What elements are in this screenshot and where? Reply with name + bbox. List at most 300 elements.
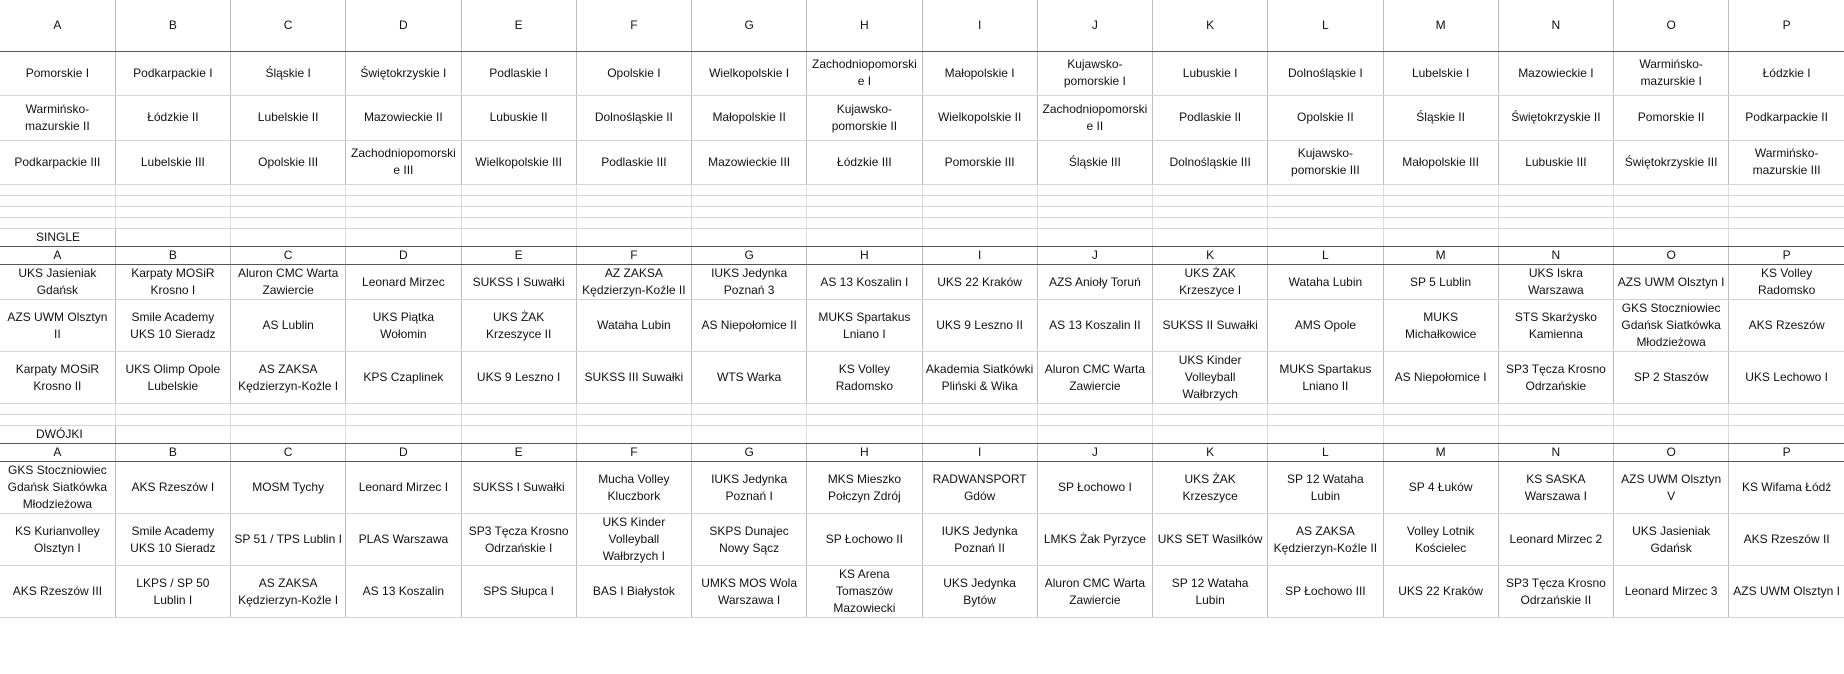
single-cell[interactable]: AS 13 Koszalin I [807, 265, 922, 300]
single-cell[interactable]: UKS Iskra Warszawa [1498, 265, 1613, 300]
empty-cell[interactable] [231, 185, 346, 196]
groups-cell[interactable]: Opolskie I [576, 51, 691, 96]
empty-cell[interactable] [1037, 207, 1152, 218]
single-cell[interactable]: AZS UWM Olsztyn I [1614, 265, 1729, 300]
column-header-cell[interactable]: L [1268, 247, 1383, 265]
single-cell[interactable]: Akademia Siatkówki Pliński & Wika [922, 352, 1037, 404]
dwojki-cell[interactable]: SP3 Tęcza Krosno Odrzańskie I [461, 514, 576, 566]
empty-cell[interactable] [1268, 185, 1383, 196]
empty-cell[interactable] [692, 207, 807, 218]
dwojki-cell[interactable]: UKS Kinder Volleyball Wałbrzych I [576, 514, 691, 566]
groups-cell[interactable]: Śląskie I [231, 51, 346, 96]
dwojki-cell[interactable]: KS Wifama Łódź [1729, 462, 1844, 514]
column-header-cell[interactable]: H [807, 444, 922, 462]
groups-cell[interactable]: Łódzkie I [1729, 51, 1844, 96]
groups-cell[interactable]: Lubelskie III [115, 140, 230, 185]
column-header-cell[interactable]: L [1268, 0, 1383, 51]
empty-cell[interactable] [346, 185, 461, 196]
groups-cell[interactable]: Podlaskie II [1153, 96, 1268, 141]
empty-cell[interactable] [1037, 229, 1152, 247]
groups-cell[interactable]: Kujawsko-pomorskie III [1268, 140, 1383, 185]
empty-cell[interactable] [1153, 229, 1268, 247]
single-cell[interactable]: MUKS Spartakus Lniano II [1268, 352, 1383, 404]
empty-cell[interactable] [576, 207, 691, 218]
empty-cell[interactable] [346, 207, 461, 218]
empty-cell[interactable] [576, 426, 691, 444]
empty-cell[interactable] [115, 185, 230, 196]
single-cell[interactable]: Aluron CMC Warta Zawiercie [1037, 352, 1152, 404]
column-header-cell[interactable]: M [1383, 247, 1498, 265]
empty-cell[interactable] [1383, 207, 1498, 218]
empty-cell[interactable] [807, 404, 922, 415]
empty-cell[interactable] [1268, 218, 1383, 229]
single-cell[interactable]: UKS ŻAK Krzeszyce II [461, 300, 576, 352]
dwojki-cell[interactable]: UMKS MOS Wola Warszawa I [692, 566, 807, 618]
empty-cell[interactable] [1383, 404, 1498, 415]
empty-cell[interactable] [0, 207, 115, 218]
empty-cell[interactable] [1268, 229, 1383, 247]
empty-cell[interactable] [1614, 185, 1729, 196]
groups-cell[interactable]: Podlaskie I [461, 51, 576, 96]
dwojki-cell[interactable]: AZS UWM Olsztyn V [1614, 462, 1729, 514]
column-header-cell[interactable]: E [461, 444, 576, 462]
single-cell[interactable]: AS ZAKSA Kędzierzyn-Koźle I [231, 352, 346, 404]
groups-cell[interactable]: Lubelskie I [1383, 51, 1498, 96]
empty-cell[interactable] [692, 218, 807, 229]
groups-cell[interactable]: Świętokrzyskie II [1498, 96, 1613, 141]
column-header-cell[interactable]: G [692, 0, 807, 51]
empty-cell[interactable] [1153, 426, 1268, 444]
empty-cell[interactable] [1268, 404, 1383, 415]
column-header-cell[interactable]: M [1383, 444, 1498, 462]
single-cell[interactable]: STS Skarżysko Kamienna [1498, 300, 1613, 352]
empty-cell[interactable] [346, 218, 461, 229]
column-header-cell[interactable]: D [346, 247, 461, 265]
empty-cell[interactable] [1383, 426, 1498, 444]
column-header-cell[interactable]: I [922, 444, 1037, 462]
groups-cell[interactable]: Podlaskie III [576, 140, 691, 185]
empty-cell[interactable] [0, 218, 115, 229]
single-cell[interactable]: UKS 9 Leszno I [461, 352, 576, 404]
single-cell[interactable]: UKS Jasieniak Gdańsk [0, 265, 115, 300]
column-header-cell[interactable]: E [461, 247, 576, 265]
single-cell[interactable]: Aluron CMC Warta Zawiercie [231, 265, 346, 300]
groups-cell[interactable]: Dolnośląskie III [1153, 140, 1268, 185]
groups-cell[interactable]: Pomorskie II [1614, 96, 1729, 141]
empty-cell[interactable] [1729, 207, 1844, 218]
dwojki-cell[interactable]: SP Łochowo III [1268, 566, 1383, 618]
empty-cell[interactable] [346, 426, 461, 444]
single-cell[interactable]: AZS Anioły Toruń [1037, 265, 1152, 300]
single-cell[interactable]: AS Niepołomice II [692, 300, 807, 352]
empty-cell[interactable] [1383, 415, 1498, 426]
empty-cell[interactable] [346, 196, 461, 207]
dwojki-cell[interactable]: SP Łochowo II [807, 514, 922, 566]
column-header-cell[interactable]: A [0, 0, 115, 51]
dwojki-cell[interactable]: AZS UWM Olsztyn I [1729, 566, 1844, 618]
empty-cell[interactable] [692, 185, 807, 196]
empty-cell[interactable] [1268, 196, 1383, 207]
empty-cell[interactable] [922, 207, 1037, 218]
empty-cell[interactable] [231, 229, 346, 247]
single-cell[interactable]: UKS Kinder Volleyball Wałbrzych [1153, 352, 1268, 404]
empty-cell[interactable] [576, 415, 691, 426]
empty-cell[interactable] [0, 196, 115, 207]
dwojki-cell[interactable]: KS Arena Tomaszów Mazowiecki [807, 566, 922, 618]
groups-cell[interactable]: Wielkopolskie I [692, 51, 807, 96]
column-header-cell[interactable]: D [346, 0, 461, 51]
groups-cell[interactable]: Wielkopolskie II [922, 96, 1037, 141]
empty-cell[interactable] [1614, 218, 1729, 229]
dwojki-cell[interactable]: Smile Academy UKS 10 Sieradz [115, 514, 230, 566]
empty-cell[interactable] [231, 415, 346, 426]
empty-cell[interactable] [1729, 218, 1844, 229]
empty-cell[interactable] [1729, 415, 1844, 426]
empty-cell[interactable] [1498, 229, 1613, 247]
empty-cell[interactable] [461, 229, 576, 247]
dwojki-cell[interactable]: KS Kurianvolley Olsztyn I [0, 514, 115, 566]
empty-cell[interactable] [807, 218, 922, 229]
single-cell[interactable]: SUKSS III Suwałki [576, 352, 691, 404]
dwojki-cell[interactable]: UKS Jasieniak Gdańsk [1614, 514, 1729, 566]
dwojki-cell[interactable]: UKS ŻAK Krzeszyce [1153, 462, 1268, 514]
empty-cell[interactable] [922, 196, 1037, 207]
column-header-cell[interactable]: A [0, 444, 115, 462]
empty-cell[interactable] [1729, 229, 1844, 247]
empty-cell[interactable] [231, 404, 346, 415]
dwojki-cell[interactable]: SP3 Tęcza Krosno Odrzańskie II [1498, 566, 1613, 618]
empty-cell[interactable] [1729, 404, 1844, 415]
column-header-cell[interactable]: E [461, 0, 576, 51]
empty-cell[interactable] [0, 415, 115, 426]
column-header-cell[interactable]: H [807, 247, 922, 265]
single-cell[interactable]: AZ ZAKSA Kędzierzyn-Koźle II [576, 265, 691, 300]
dwojki-cell[interactable]: AKS Rzeszów III [0, 566, 115, 618]
single-cell[interactable]: UKS Piątka Wołomin [346, 300, 461, 352]
empty-cell[interactable] [346, 415, 461, 426]
dwojki-cell[interactable]: AS ZAKSA Kędzierzyn-Koźle II [1268, 514, 1383, 566]
groups-cell[interactable]: Pomorskie III [922, 140, 1037, 185]
column-header-cell[interactable]: O [1614, 0, 1729, 51]
empty-cell[interactable] [1153, 185, 1268, 196]
column-header-cell[interactable]: N [1498, 444, 1613, 462]
dwojki-section-label[interactable]: DWÓJKI [0, 426, 115, 444]
column-header-cell[interactable]: I [922, 0, 1037, 51]
single-cell[interactable]: AS 13 Koszalin II [1037, 300, 1152, 352]
groups-cell[interactable]: Śląskie III [1037, 140, 1152, 185]
empty-cell[interactable] [461, 196, 576, 207]
column-header-cell[interactable]: J [1037, 0, 1152, 51]
empty-cell[interactable] [1498, 415, 1613, 426]
column-header-cell[interactable]: P [1729, 444, 1844, 462]
column-header-cell[interactable]: K [1153, 247, 1268, 265]
dwojki-cell[interactable]: GKS Stoczniowiec Gdańsk Siatkówka Młodzieżowa [0, 462, 115, 514]
groups-cell[interactable]: Warmińsko-mazurskie III [1729, 140, 1844, 185]
single-cell[interactable]: KS Volley Radomsko [807, 352, 922, 404]
empty-cell[interactable] [231, 426, 346, 444]
single-cell[interactable]: Wataha Lubin [1268, 265, 1383, 300]
column-header-cell[interactable]: C [231, 444, 346, 462]
column-header-cell[interactable]: G [692, 247, 807, 265]
empty-cell[interactable] [692, 426, 807, 444]
dwojki-cell[interactable]: Leonard Mirzec 2 [1498, 514, 1613, 566]
single-cell[interactable]: SP 5 Lublin [1383, 265, 1498, 300]
single-cell[interactable]: KS Volley Radomsko [1729, 265, 1844, 300]
groups-cell[interactable]: Świętokrzyskie I [346, 51, 461, 96]
single-cell[interactable]: IUKS Jedynka Poznań 3 [692, 265, 807, 300]
empty-cell[interactable] [576, 229, 691, 247]
empty-cell[interactable] [1498, 185, 1613, 196]
column-header-cell[interactable]: B [115, 0, 230, 51]
single-cell[interactable]: AS Niepołomice I [1383, 352, 1498, 404]
groups-cell[interactable]: Mazowieckie III [692, 140, 807, 185]
single-cell[interactable]: Karpaty MOSiR Krosno I [115, 265, 230, 300]
empty-cell[interactable] [1268, 207, 1383, 218]
groups-cell[interactable]: Lubuskie I [1153, 51, 1268, 96]
column-header-cell[interactable]: C [231, 247, 346, 265]
empty-cell[interactable] [231, 196, 346, 207]
empty-cell[interactable] [1729, 426, 1844, 444]
empty-cell[interactable] [461, 185, 576, 196]
dwojki-cell[interactable]: SP Łochowo I [1037, 462, 1152, 514]
empty-cell[interactable] [922, 185, 1037, 196]
column-header-cell[interactable]: J [1037, 444, 1152, 462]
single-cell[interactable]: Karpaty MOSiR Krosno II [0, 352, 115, 404]
empty-cell[interactable] [1498, 218, 1613, 229]
empty-cell[interactable] [1037, 218, 1152, 229]
column-header-cell[interactable]: P [1729, 247, 1844, 265]
groups-cell[interactable]: Dolnośląskie II [576, 96, 691, 141]
groups-cell[interactable]: Opolskie III [231, 140, 346, 185]
single-cell[interactable]: UKS 9 Leszno II [922, 300, 1037, 352]
empty-cell[interactable] [922, 426, 1037, 444]
single-cell[interactable]: UKS 22 Kraków [922, 265, 1037, 300]
groups-cell[interactable]: Małopolskie II [692, 96, 807, 141]
dwojki-cell[interactable]: RADWANSPORT Gdów [922, 462, 1037, 514]
groups-cell[interactable]: Świętokrzyskie III [1614, 140, 1729, 185]
groups-cell[interactable]: Lubuskie III [1498, 140, 1613, 185]
column-header-cell[interactable]: K [1153, 0, 1268, 51]
empty-cell[interactable] [922, 229, 1037, 247]
groups-cell[interactable]: Zachodniopomorskie I [807, 51, 922, 96]
column-header-cell[interactable]: K [1153, 444, 1268, 462]
empty-cell[interactable] [576, 404, 691, 415]
empty-cell[interactable] [807, 207, 922, 218]
empty-cell[interactable] [461, 426, 576, 444]
groups-cell[interactable]: Małopolskie I [922, 51, 1037, 96]
empty-cell[interactable] [1268, 415, 1383, 426]
single-cell[interactable]: MUKS Michałkowice [1383, 300, 1498, 352]
dwojki-cell[interactable]: Volley Lotnik Kościelec [1383, 514, 1498, 566]
empty-cell[interactable] [1153, 207, 1268, 218]
dwojki-cell[interactable]: Mucha Volley Kluczbork [576, 462, 691, 514]
groups-cell[interactable]: Zachodniopomorskie II [1037, 96, 1152, 141]
empty-cell[interactable] [231, 207, 346, 218]
single-cell[interactable]: UKS ŻAK Krzeszyce I [1153, 265, 1268, 300]
empty-cell[interactable] [1383, 218, 1498, 229]
single-cell[interactable]: Leonard Mirzec [346, 265, 461, 300]
dwojki-cell[interactable]: MKS Mieszko Połczyn Zdrój [807, 462, 922, 514]
dwojki-cell[interactable]: UKS 22 Kraków [1383, 566, 1498, 618]
single-cell[interactable]: SP3 Tęcza Krosno Odrzańskie [1498, 352, 1613, 404]
groups-cell[interactable]: Pomorskie I [0, 51, 115, 96]
empty-cell[interactable] [922, 218, 1037, 229]
empty-cell[interactable] [1268, 426, 1383, 444]
dwojki-cell[interactable]: SKPS Dunajec Nowy Sącz [692, 514, 807, 566]
column-header-cell[interactable]: H [807, 0, 922, 51]
empty-cell[interactable] [692, 415, 807, 426]
column-header-cell[interactable]: F [576, 444, 691, 462]
groups-cell[interactable]: Dolnośląskie I [1268, 51, 1383, 96]
groups-cell[interactable]: Mazowieckie II [346, 96, 461, 141]
groups-cell[interactable]: Lubuskie II [461, 96, 576, 141]
dwojki-cell[interactable]: UKS SET Wasilków [1153, 514, 1268, 566]
column-header-cell[interactable]: N [1498, 0, 1613, 51]
single-cell[interactable]: AKS Rzeszów [1729, 300, 1844, 352]
empty-cell[interactable] [1729, 185, 1844, 196]
column-header-cell[interactable]: I [922, 247, 1037, 265]
empty-cell[interactable] [922, 415, 1037, 426]
empty-cell[interactable] [1383, 229, 1498, 247]
dwojki-cell[interactable]: KS SASKA Warszawa I [1498, 462, 1613, 514]
column-header-cell[interactable]: B [115, 247, 230, 265]
column-header-cell[interactable]: F [576, 247, 691, 265]
empty-cell[interactable] [1498, 196, 1613, 207]
empty-cell[interactable] [1729, 196, 1844, 207]
single-section-label[interactable]: SINGLE [0, 229, 115, 247]
empty-cell[interactable] [231, 218, 346, 229]
empty-cell[interactable] [346, 404, 461, 415]
dwojki-cell[interactable]: LMKS Żak Pyrzyce [1037, 514, 1152, 566]
dwojki-cell[interactable]: AKS Rzeszów II [1729, 514, 1844, 566]
groups-cell[interactable]: Łódzkie II [115, 96, 230, 141]
single-cell[interactable]: AMS Opole [1268, 300, 1383, 352]
empty-cell[interactable] [1037, 185, 1152, 196]
empty-cell[interactable] [692, 196, 807, 207]
dwojki-cell[interactable]: SUKSS I Suwałki [461, 462, 576, 514]
empty-cell[interactable] [0, 404, 115, 415]
single-cell[interactable]: SP 2 Staszów [1614, 352, 1729, 404]
empty-cell[interactable] [692, 229, 807, 247]
single-cell[interactable]: SUKSS I Suwałki [461, 265, 576, 300]
single-cell[interactable]: GKS Stoczniowiec Gdańsk Siatkówka Młodzieżowa [1614, 300, 1729, 352]
empty-cell[interactable] [461, 218, 576, 229]
column-header-cell[interactable]: O [1614, 247, 1729, 265]
groups-cell[interactable]: Kujawsko-pomorskie II [807, 96, 922, 141]
empty-cell[interactable] [1614, 207, 1729, 218]
groups-cell[interactable]: Lubelskie II [231, 96, 346, 141]
empty-cell[interactable] [807, 415, 922, 426]
empty-cell[interactable] [576, 185, 691, 196]
groups-cell[interactable]: Opolskie II [1268, 96, 1383, 141]
groups-cell[interactable]: Małopolskie III [1383, 140, 1498, 185]
dwojki-cell[interactable]: BAS I Białystok [576, 566, 691, 618]
empty-cell[interactable] [115, 207, 230, 218]
empty-cell[interactable] [1383, 185, 1498, 196]
dwojki-cell[interactable]: UKS Jedynka Bytów [922, 566, 1037, 618]
empty-cell[interactable] [0, 185, 115, 196]
dwojki-cell[interactable]: Leonard Mirzec I [346, 462, 461, 514]
empty-cell[interactable] [807, 185, 922, 196]
empty-cell[interactable] [1153, 196, 1268, 207]
empty-cell[interactable] [1037, 415, 1152, 426]
groups-cell[interactable]: Zachodniopomorskie III [346, 140, 461, 185]
groups-cell[interactable]: Mazowieckie I [1498, 51, 1613, 96]
empty-cell[interactable] [1383, 196, 1498, 207]
empty-cell[interactable] [115, 415, 230, 426]
empty-cell[interactable] [115, 426, 230, 444]
empty-cell[interactable] [1498, 404, 1613, 415]
groups-cell[interactable]: Wielkopolskie III [461, 140, 576, 185]
dwojki-cell[interactable]: MOSM Tychy [231, 462, 346, 514]
empty-cell[interactable] [1153, 404, 1268, 415]
empty-cell[interactable] [115, 196, 230, 207]
empty-cell[interactable] [692, 404, 807, 415]
dwojki-cell[interactable]: Leonard Mirzec 3 [1614, 566, 1729, 618]
empty-cell[interactable] [1153, 415, 1268, 426]
empty-cell[interactable] [1614, 415, 1729, 426]
groups-cell[interactable]: Kujawsko-pomorskie I [1037, 51, 1152, 96]
empty-cell[interactable] [807, 426, 922, 444]
groups-cell[interactable]: Warmińsko-mazurskie II [0, 96, 115, 141]
column-header-cell[interactable]: B [115, 444, 230, 462]
column-header-cell[interactable]: M [1383, 0, 1498, 51]
groups-cell[interactable]: Podkarpackie II [1729, 96, 1844, 141]
single-cell[interactable]: UKS Olimp Opole Lubelskie [115, 352, 230, 404]
single-cell[interactable]: AZS UWM Olsztyn II [0, 300, 115, 352]
dwojki-cell[interactable]: SP 51 / TPS Lublin I [231, 514, 346, 566]
column-header-cell[interactable]: N [1498, 247, 1613, 265]
column-header-cell[interactable]: O [1614, 444, 1729, 462]
groups-cell[interactable]: Łódzkie III [807, 140, 922, 185]
empty-cell[interactable] [1037, 196, 1152, 207]
single-cell[interactable]: Smile Academy UKS 10 Sieradz [115, 300, 230, 352]
empty-cell[interactable] [346, 229, 461, 247]
empty-cell[interactable] [807, 196, 922, 207]
groups-cell[interactable]: Warmińsko-mazurskie I [1614, 51, 1729, 96]
single-cell[interactable]: AS Lublin [231, 300, 346, 352]
empty-cell[interactable] [461, 207, 576, 218]
empty-cell[interactable] [115, 229, 230, 247]
groups-cell[interactable]: Podkarpackie III [0, 140, 115, 185]
dwojki-cell[interactable]: AS ZAKSA Kędzierzyn-Koźle I [231, 566, 346, 618]
empty-cell[interactable] [807, 229, 922, 247]
single-cell[interactable]: KPS Czaplinek [346, 352, 461, 404]
empty-cell[interactable] [1614, 196, 1729, 207]
column-header-cell[interactable]: A [0, 247, 115, 265]
column-header-cell[interactable]: J [1037, 247, 1152, 265]
single-cell[interactable]: Wataha Lubin [576, 300, 691, 352]
single-cell[interactable]: SUKSS II Suwałki [1153, 300, 1268, 352]
dwojki-cell[interactable]: LKPS / SP 50 Lublin I [115, 566, 230, 618]
empty-cell[interactable] [1614, 426, 1729, 444]
dwojki-cell[interactable]: SP 12 Wataha Lubin [1268, 462, 1383, 514]
column-header-cell[interactable]: P [1729, 0, 1844, 51]
empty-cell[interactable] [576, 218, 691, 229]
dwojki-cell[interactable]: SP 4 Łuków [1383, 462, 1498, 514]
empty-cell[interactable] [1614, 229, 1729, 247]
single-cell[interactable]: WTS Warka [692, 352, 807, 404]
column-header-cell[interactable]: D [346, 444, 461, 462]
dwojki-cell[interactable]: Aluron CMC Warta Zawiercie [1037, 566, 1152, 618]
empty-cell[interactable] [115, 218, 230, 229]
empty-cell[interactable] [461, 404, 576, 415]
column-header-cell[interactable]: L [1268, 444, 1383, 462]
empty-cell[interactable] [1498, 426, 1613, 444]
dwojki-cell[interactable]: IUKS Jedynka Poznań II [922, 514, 1037, 566]
empty-cell[interactable] [1498, 207, 1613, 218]
groups-cell[interactable]: Śląskie II [1383, 96, 1498, 141]
